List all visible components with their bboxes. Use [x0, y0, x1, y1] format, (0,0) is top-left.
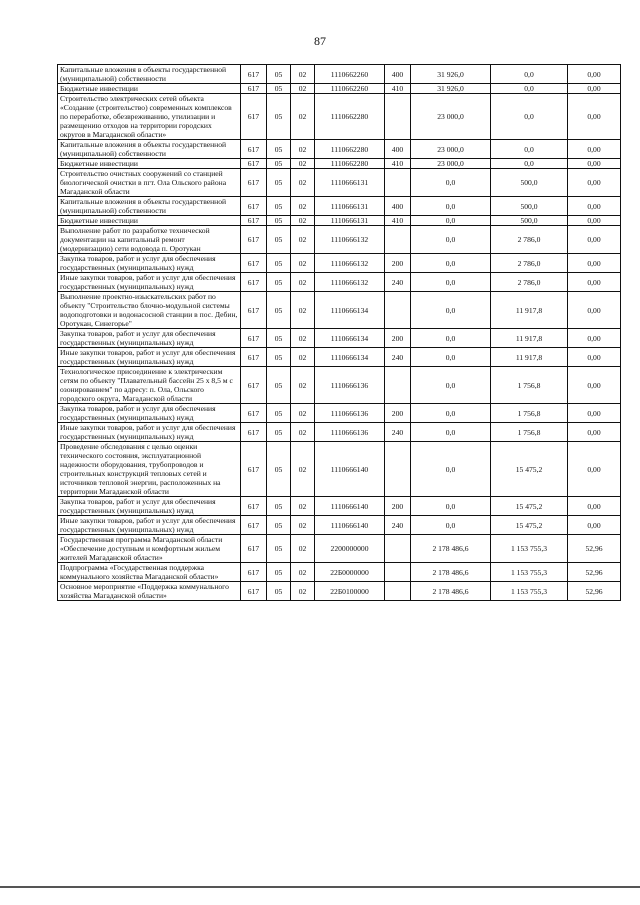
- section-cell: 05: [267, 423, 291, 442]
- percent-cell: 0,00: [568, 516, 621, 535]
- expense-type-cell: 240: [385, 348, 411, 367]
- org-code-cell: 617: [241, 84, 267, 94]
- row-name-cell: Бюджетные инвестиции: [58, 216, 241, 226]
- section-cell: 05: [267, 404, 291, 423]
- actual-amount-cell: 2 786,0: [491, 254, 568, 273]
- plan-amount-cell: 0,0: [411, 404, 491, 423]
- subsection-cell: 02: [291, 254, 315, 273]
- page-number: 87: [314, 34, 326, 48]
- target-code-cell: 1110666136: [315, 404, 385, 423]
- subsection-cell: 02: [291, 442, 315, 497]
- section-cell: 05: [267, 159, 291, 169]
- actual-amount-cell: 1 756,8: [491, 404, 568, 423]
- plan-amount-cell: 2 178 486,6: [411, 535, 491, 563]
- expense-type-cell: [385, 582, 411, 601]
- actual-amount-cell: 15 475,2: [491, 497, 568, 516]
- percent-cell: 0,00: [568, 329, 621, 348]
- org-code-cell: 617: [241, 497, 267, 516]
- table-body: [58, 65, 621, 601]
- org-code-cell: 617: [241, 273, 267, 292]
- section-cell: 05: [267, 226, 291, 254]
- actual-amount-cell: 0,0: [491, 94, 568, 140]
- expense-type-cell: 400: [385, 65, 411, 84]
- subsection-cell: 02: [291, 516, 315, 535]
- subsection-cell: 02: [291, 348, 315, 367]
- percent-cell: 0,00: [568, 65, 621, 84]
- table-row: [58, 197, 621, 216]
- expense-type-cell: 200: [385, 329, 411, 348]
- section-cell: 05: [267, 442, 291, 497]
- row-name-cell: Строительство электрических сетей объекта «Создание (строительство) современных комплексов по переработке, обезвреживанию, утилизации и размещению отходов на территории городских округов в Магаданской области»: [58, 94, 241, 140]
- actual-amount-cell: 1 153 755,3: [491, 582, 568, 601]
- expense-type-cell: [385, 535, 411, 563]
- org-code-cell: 617: [241, 348, 267, 367]
- actual-amount-cell: 0,0: [491, 140, 568, 159]
- expense-type-cell: 240: [385, 516, 411, 535]
- expense-type-cell: [385, 292, 411, 329]
- plan-amount-cell: 23 000,0: [411, 94, 491, 140]
- percent-cell: 0,00: [568, 84, 621, 94]
- subsection-cell: 02: [291, 197, 315, 216]
- plan-amount-cell: 0,0: [411, 329, 491, 348]
- actual-amount-cell: 1 756,8: [491, 423, 568, 442]
- budget-table: [57, 64, 621, 601]
- target-code-cell: 1110666136: [315, 367, 385, 404]
- section-cell: 05: [267, 140, 291, 159]
- plan-amount-cell: 0,0: [411, 423, 491, 442]
- section-cell: 05: [267, 563, 291, 582]
- table-row: [58, 582, 621, 601]
- org-code-cell: 617: [241, 563, 267, 582]
- percent-cell: 0,00: [568, 197, 621, 216]
- table-row: [58, 535, 621, 563]
- org-code-cell: 617: [241, 65, 267, 84]
- org-code-cell: 617: [241, 329, 267, 348]
- row-name-cell: Подпрограмма «Государственная поддержка коммунального хозяйства Магаданской области»: [58, 563, 241, 582]
- row-name-cell: Закупка товаров, работ и услуг для обеспечения государственных (муниципальных) нужд: [58, 254, 241, 273]
- org-code-cell: 617: [241, 197, 267, 216]
- expense-type-cell: 240: [385, 423, 411, 442]
- subsection-cell: 02: [291, 216, 315, 226]
- subsection-cell: 02: [291, 563, 315, 582]
- plan-amount-cell: 0,0: [411, 367, 491, 404]
- row-name-cell: Строительство очистных сооружений со станцией биологической очистки в пгт. Ола Ольского района Магаданской области: [58, 169, 241, 197]
- row-name-cell: Иные закупки товаров, работ и услуг для обеспечения государственных (муниципальных) нужд: [58, 423, 241, 442]
- subsection-cell: 02: [291, 65, 315, 84]
- expense-type-cell: [385, 442, 411, 497]
- table-row: [58, 216, 621, 226]
- section-cell: 05: [267, 348, 291, 367]
- plan-amount-cell: 31 926,0: [411, 65, 491, 84]
- target-code-cell: 1110666131: [315, 197, 385, 216]
- percent-cell: 0,00: [568, 216, 621, 226]
- section-cell: 05: [267, 329, 291, 348]
- target-code-cell: 1110666140: [315, 442, 385, 497]
- section-cell: 05: [267, 216, 291, 226]
- section-cell: 05: [267, 197, 291, 216]
- row-name-cell: Закупка товаров, работ и услуг для обеспечения государственных (муниципальных) нужд: [58, 329, 241, 348]
- target-code-cell: 1110662260: [315, 84, 385, 94]
- row-name-cell: Бюджетные инвестиции: [58, 84, 241, 94]
- table-row: [58, 169, 621, 197]
- table-row: [58, 273, 621, 292]
- row-name-cell: Иные закупки товаров, работ и услуг для обеспечения государственных (муниципальных) нужд: [58, 273, 241, 292]
- subsection-cell: 02: [291, 94, 315, 140]
- table-row: [58, 65, 621, 84]
- org-code-cell: 617: [241, 254, 267, 273]
- plan-amount-cell: 2 178 486,6: [411, 582, 491, 601]
- org-code-cell: 617: [241, 159, 267, 169]
- row-name-cell: Капитальные вложения в объекты государственной (муниципальной) собственности: [58, 197, 241, 216]
- subsection-cell: 02: [291, 404, 315, 423]
- section-cell: 05: [267, 292, 291, 329]
- row-name-cell: Бюджетные инвестиции: [58, 159, 241, 169]
- plan-amount-cell: 31 926,0: [411, 84, 491, 94]
- row-name-cell: Основное мероприятие «Поддержка коммунального хозяйства Магаданской области»: [58, 582, 241, 601]
- actual-amount-cell: 11 917,8: [491, 348, 568, 367]
- actual-amount-cell: 500,0: [491, 169, 568, 197]
- actual-amount-cell: 500,0: [491, 216, 568, 226]
- org-code-cell: 617: [241, 367, 267, 404]
- table-row: [58, 292, 621, 329]
- section-cell: 05: [267, 65, 291, 84]
- row-name-cell: Капитальные вложения в объекты государственной (муниципальной) собственности: [58, 65, 241, 84]
- org-code-cell: 617: [241, 169, 267, 197]
- percent-cell: 0,00: [568, 94, 621, 140]
- table-row: [58, 84, 621, 94]
- actual-amount-cell: 1 153 755,3: [491, 563, 568, 582]
- actual-amount-cell: 15 475,2: [491, 442, 568, 497]
- table-row: [58, 497, 621, 516]
- expense-type-cell: 200: [385, 254, 411, 273]
- actual-amount-cell: 0,0: [491, 65, 568, 84]
- section-cell: 05: [267, 254, 291, 273]
- section-cell: 05: [267, 169, 291, 197]
- table-row: [58, 563, 621, 582]
- percent-cell: 52,96: [568, 582, 621, 601]
- target-code-cell: 1110666132: [315, 226, 385, 254]
- expense-type-cell: [385, 94, 411, 140]
- table-row: [58, 329, 621, 348]
- percent-cell: 52,96: [568, 535, 621, 563]
- expense-type-cell: [385, 563, 411, 582]
- percent-cell: 0,00: [568, 348, 621, 367]
- percent-cell: 0,00: [568, 273, 621, 292]
- subsection-cell: 02: [291, 535, 315, 563]
- row-name-cell: Закупка товаров, работ и услуг для обеспечения государственных (муниципальных) нужд: [58, 497, 241, 516]
- org-code-cell: 617: [241, 140, 267, 159]
- plan-amount-cell: 0,0: [411, 216, 491, 226]
- target-code-cell: 1110666140: [315, 516, 385, 535]
- row-name-cell: Государственная программа Магаданской области «Обеспечение доступным и комфортным жильем жителей Магаданской области»: [58, 535, 241, 563]
- percent-cell: 0,00: [568, 254, 621, 273]
- org-code-cell: 617: [241, 582, 267, 601]
- subsection-cell: 02: [291, 159, 315, 169]
- table-row: [58, 254, 621, 273]
- plan-amount-cell: 0,0: [411, 442, 491, 497]
- section-cell: 05: [267, 582, 291, 601]
- row-name-cell: Проведение обследования с целью оценки технического состояния, эксплуатационной надежности оборудования, трубопроводов и строительных конструкций тепловых сетей и источников тепловой энергии, расположенных на территории Магаданской области: [58, 442, 241, 497]
- row-name-cell: Выполнение проектно-изыскательских работ по объекту "Строительство блочно-модульной системы водоподготовки и водонасосной станции в пос. Дебин, Оротукан, Синегорье": [58, 292, 241, 329]
- actual-amount-cell: 0,0: [491, 84, 568, 94]
- actual-amount-cell: 500,0: [491, 197, 568, 216]
- plan-amount-cell: 2 178 486,6: [411, 563, 491, 582]
- org-code-cell: 617: [241, 216, 267, 226]
- target-code-cell: 1110666131: [315, 169, 385, 197]
- percent-cell: 0,00: [568, 226, 621, 254]
- expense-type-cell: 240: [385, 273, 411, 292]
- table-row: [58, 226, 621, 254]
- percent-cell: 0,00: [568, 159, 621, 169]
- org-code-cell: 617: [241, 516, 267, 535]
- target-code-cell: 1110662280: [315, 140, 385, 159]
- plan-amount-cell: 0,0: [411, 254, 491, 273]
- table-row: [58, 442, 621, 497]
- expense-type-cell: [385, 226, 411, 254]
- table-row: [58, 516, 621, 535]
- plan-amount-cell: 0,0: [411, 197, 491, 216]
- org-code-cell: 617: [241, 423, 267, 442]
- expense-type-cell: 410: [385, 84, 411, 94]
- percent-cell: 0,00: [568, 367, 621, 404]
- actual-amount-cell: 1 756,8: [491, 367, 568, 404]
- expense-type-cell: 200: [385, 404, 411, 423]
- expense-type-cell: 200: [385, 497, 411, 516]
- target-code-cell: 1110662280: [315, 94, 385, 140]
- target-code-cell: 1110666136: [315, 423, 385, 442]
- target-code-cell: 1110666140: [315, 497, 385, 516]
- percent-cell: 52,96: [568, 563, 621, 582]
- plan-amount-cell: 23 000,0: [411, 140, 491, 159]
- plan-amount-cell: 0,0: [411, 348, 491, 367]
- percent-cell: 0,00: [568, 442, 621, 497]
- subsection-cell: 02: [291, 273, 315, 292]
- table-row: [58, 423, 621, 442]
- section-cell: 05: [267, 497, 291, 516]
- expense-type-cell: 410: [385, 159, 411, 169]
- org-code-cell: 617: [241, 226, 267, 254]
- subsection-cell: 02: [291, 169, 315, 197]
- subsection-cell: 02: [291, 367, 315, 404]
- row-name-cell: Иные закупки товаров, работ и услуг для обеспечения государственных (муниципальных) нужд: [58, 348, 241, 367]
- target-code-cell: 1110662280: [315, 159, 385, 169]
- percent-cell: 0,00: [568, 292, 621, 329]
- plan-amount-cell: 0,0: [411, 292, 491, 329]
- actual-amount-cell: 2 786,0: [491, 226, 568, 254]
- row-name-cell: Технологическое присоединение к электрическим сетям по объекту "Плавательный бассейн 25 x 8,5 м с озонированием" по адресу: п. Ола, Ольского городского округа, Магаданской области: [58, 367, 241, 404]
- row-name-cell: Закупка товаров, работ и услуг для обеспечения государственных (муниципальных) нужд: [58, 404, 241, 423]
- percent-cell: 0,00: [568, 169, 621, 197]
- target-code-cell: 1110666132: [315, 273, 385, 292]
- table-row: [58, 140, 621, 159]
- org-code-cell: 617: [241, 442, 267, 497]
- plan-amount-cell: 0,0: [411, 516, 491, 535]
- section-cell: 05: [267, 516, 291, 535]
- actual-amount-cell: 2 786,0: [491, 273, 568, 292]
- row-name-cell: Выполнение работ по разработке технической документации на капитальный ремонт (модернизацию) сети водовода п. Оротукан: [58, 226, 241, 254]
- table-row: [58, 159, 621, 169]
- target-code-cell: 1110666132: [315, 254, 385, 273]
- section-cell: 05: [267, 94, 291, 140]
- subsection-cell: 02: [291, 226, 315, 254]
- target-code-cell: 22Б0000000: [315, 563, 385, 582]
- subsection-cell: 02: [291, 140, 315, 159]
- section-cell: 05: [267, 273, 291, 292]
- plan-amount-cell: 0,0: [411, 497, 491, 516]
- actual-amount-cell: 1 153 755,3: [491, 535, 568, 563]
- plan-amount-cell: 0,0: [411, 273, 491, 292]
- org-code-cell: 617: [241, 94, 267, 140]
- target-code-cell: 1110666134: [315, 292, 385, 329]
- target-code-cell: 1110666134: [315, 348, 385, 367]
- percent-cell: 0,00: [568, 404, 621, 423]
- table-row: [58, 404, 621, 423]
- target-code-cell: 2200000000: [315, 535, 385, 563]
- section-cell: 05: [267, 84, 291, 94]
- subsection-cell: 02: [291, 329, 315, 348]
- table-row: [58, 94, 621, 140]
- subsection-cell: 02: [291, 292, 315, 329]
- org-code-cell: 617: [241, 292, 267, 329]
- row-name-cell: Иные закупки товаров, работ и услуг для обеспечения государственных (муниципальных) нужд: [58, 516, 241, 535]
- subsection-cell: 02: [291, 497, 315, 516]
- expense-type-cell: [385, 169, 411, 197]
- row-name-cell: Капитальные вложения в объекты государственной (муниципальной) собственности: [58, 140, 241, 159]
- expense-type-cell: 400: [385, 140, 411, 159]
- actual-amount-cell: 11 917,8: [491, 292, 568, 329]
- percent-cell: 0,00: [568, 423, 621, 442]
- table-row: [58, 348, 621, 367]
- percent-cell: 0,00: [568, 140, 621, 159]
- page-bottom-rule: [0, 886, 640, 888]
- section-cell: 05: [267, 535, 291, 563]
- expense-type-cell: 400: [385, 197, 411, 216]
- section-cell: 05: [267, 367, 291, 404]
- target-code-cell: 1110662260: [315, 65, 385, 84]
- percent-cell: 0,00: [568, 497, 621, 516]
- subsection-cell: 02: [291, 423, 315, 442]
- target-code-cell: 1110666131: [315, 216, 385, 226]
- org-code-cell: 617: [241, 404, 267, 423]
- subsection-cell: 02: [291, 582, 315, 601]
- plan-amount-cell: 0,0: [411, 226, 491, 254]
- table-row: [58, 367, 621, 404]
- target-code-cell: 1110666134: [315, 329, 385, 348]
- actual-amount-cell: 11 917,8: [491, 329, 568, 348]
- actual-amount-cell: 0,0: [491, 159, 568, 169]
- plan-amount-cell: 0,0: [411, 169, 491, 197]
- expense-type-cell: 410: [385, 216, 411, 226]
- expense-type-cell: [385, 367, 411, 404]
- plan-amount-cell: 23 000,0: [411, 159, 491, 169]
- actual-amount-cell: 15 475,2: [491, 516, 568, 535]
- target-code-cell: 22Б0100000: [315, 582, 385, 601]
- org-code-cell: 617: [241, 535, 267, 563]
- subsection-cell: 02: [291, 84, 315, 94]
